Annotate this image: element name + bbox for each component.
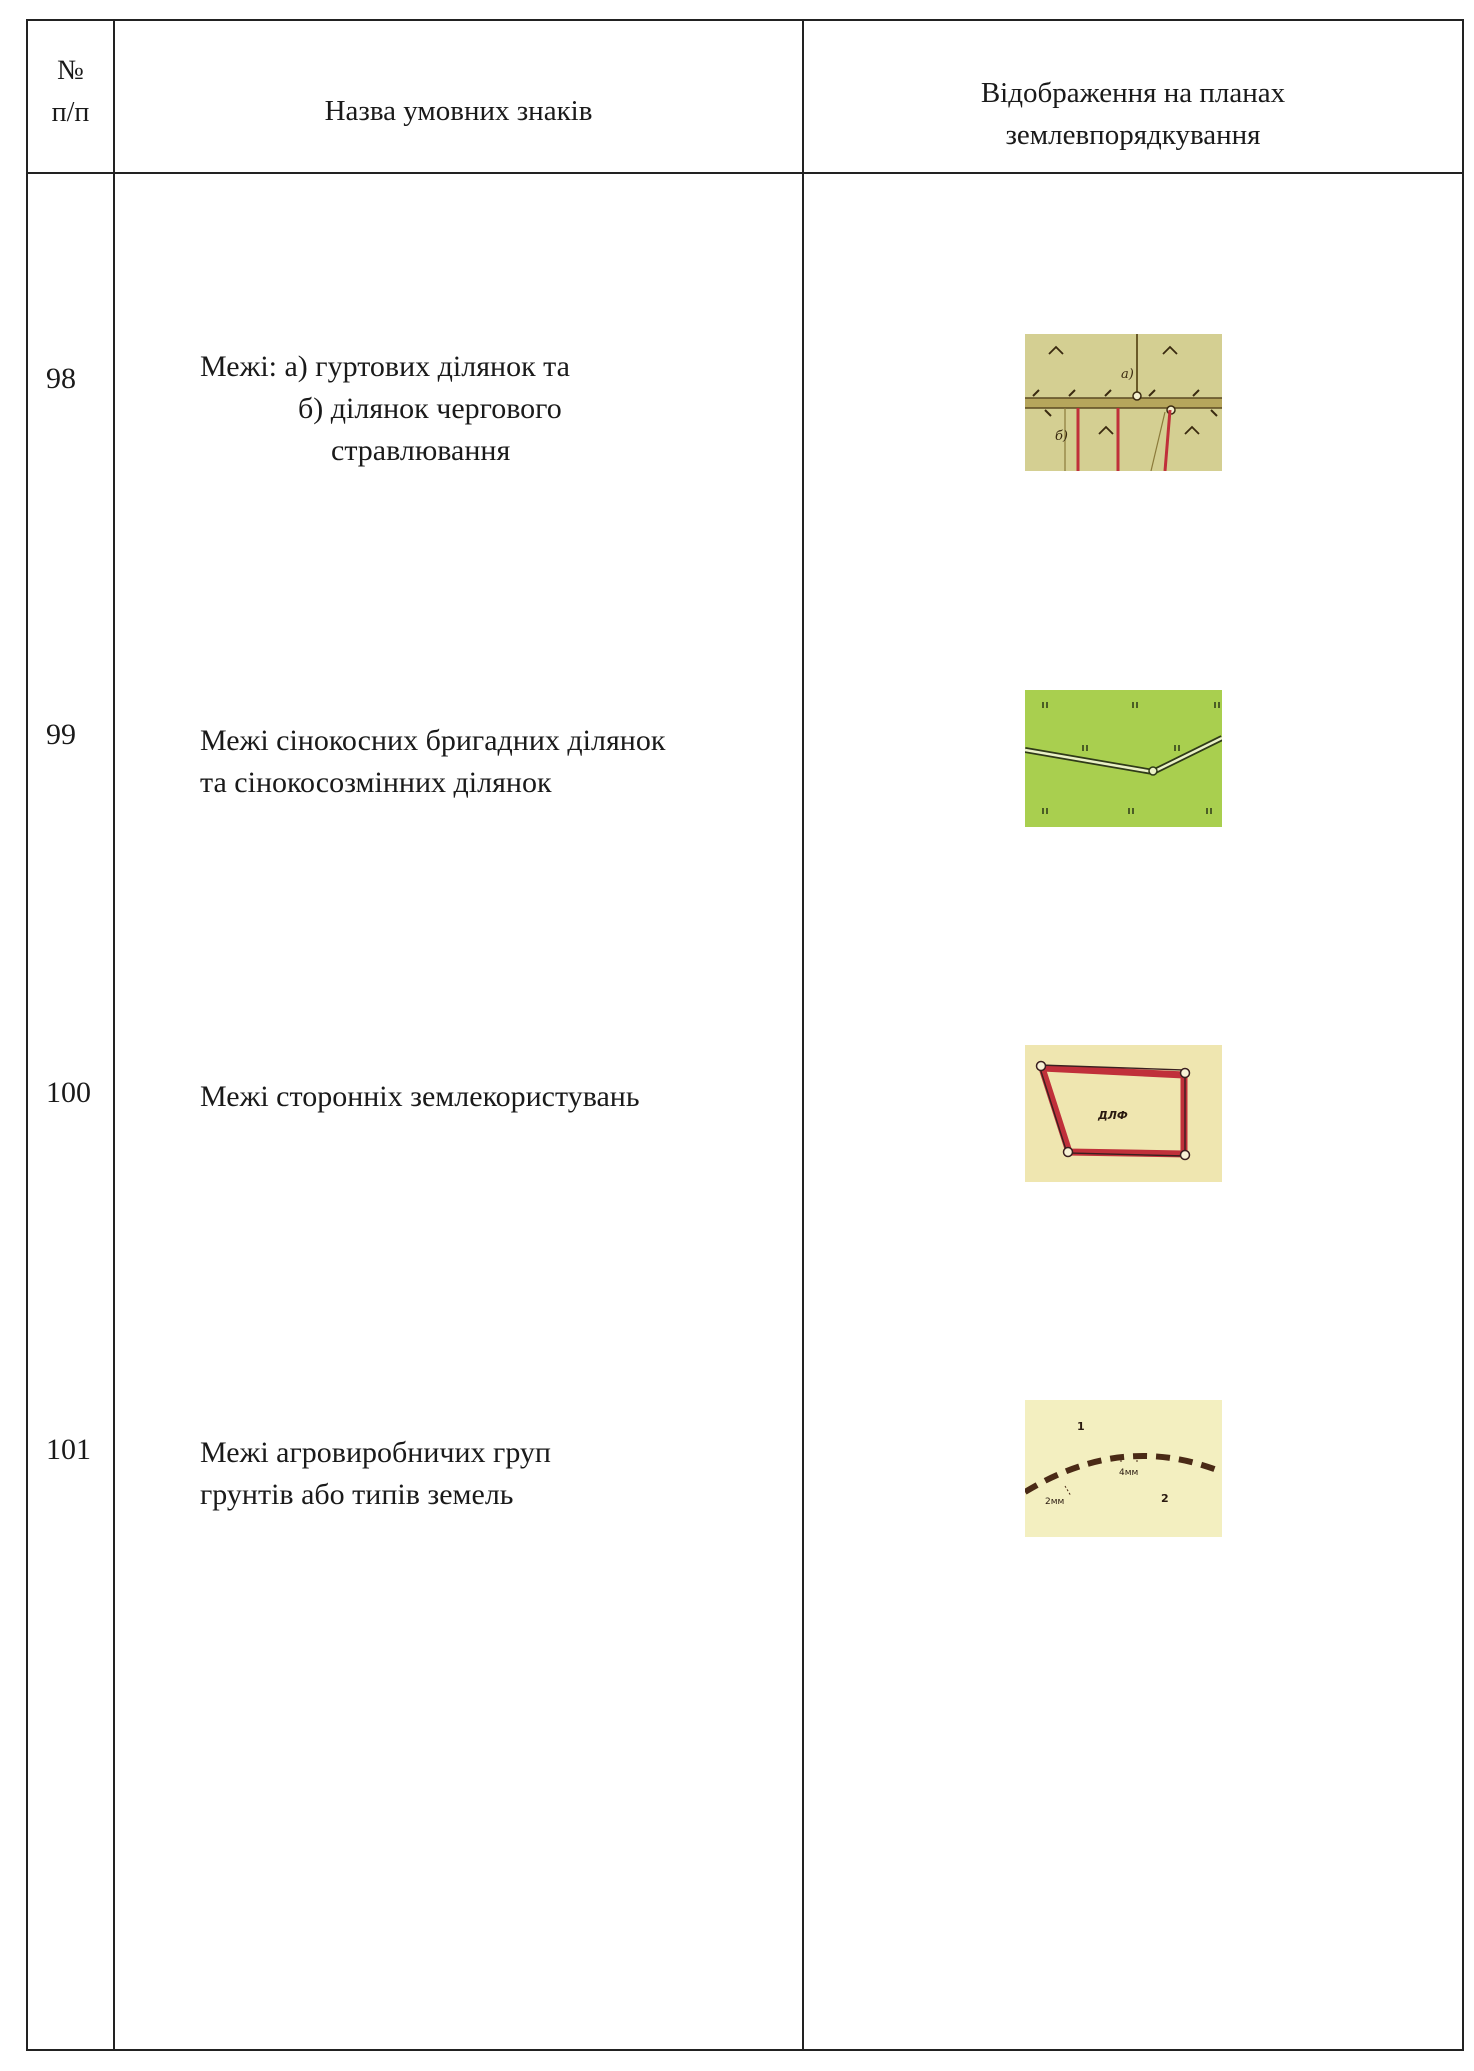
header-number-sign: №	[57, 55, 84, 86]
header-name-cell	[115, 90, 802, 132]
header-display-line1: Відображення на планах	[980, 77, 1286, 109]
herd-plots-boundary-icon	[1025, 334, 1222, 471]
table-left-border	[26, 19, 28, 2051]
third-party-land-boundary-icon	[1025, 1045, 1222, 1182]
hayfield-boundary-icon	[1025, 690, 1222, 827]
column-divider-2	[802, 19, 804, 2051]
label-4mm: 4мм	[1119, 1468, 1139, 1478]
table-right-border	[1462, 19, 1464, 2051]
row-name: Межі сінокосних бригадних ділянок та сінокосозмінних ділянок	[200, 724, 666, 799]
table-bottom-border	[26, 2049, 1464, 2051]
header-number-abbr: п/п	[51, 97, 90, 128]
header-name-label: Назва умовних знаків	[324, 95, 593, 127]
row-name: Межі агровиробничих груп грунтів або типів земель	[200, 1436, 551, 1511]
row-number: 100	[46, 1076, 91, 1109]
row-number: 101	[46, 1433, 91, 1466]
table-top-border	[26, 19, 1464, 21]
row-name: Межі: а) гуртових ділянок та б) ділянок чергового стравлювання	[200, 350, 570, 467]
header-display-cell	[804, 72, 1462, 156]
label-1: 1	[1077, 1420, 1085, 1433]
header-number-cell	[28, 50, 113, 134]
header-divider	[26, 172, 1464, 174]
soil-groups-boundary-icon	[1025, 1400, 1222, 1537]
column-divider-1	[113, 19, 115, 2051]
row-number: 98	[46, 362, 76, 395]
label-b: б)	[1055, 429, 1069, 444]
row-number: 99	[46, 718, 76, 751]
label-2: 2	[1161, 1492, 1169, 1505]
label-a: а)	[1121, 367, 1134, 382]
label-dlf: ДЛФ	[1098, 1109, 1128, 1122]
row-name: Межі сторонніх землекористувань	[200, 1080, 640, 1113]
header-display-line2: землевпорядкування	[1005, 119, 1261, 151]
label-2mm: 2мм	[1045, 1497, 1065, 1507]
